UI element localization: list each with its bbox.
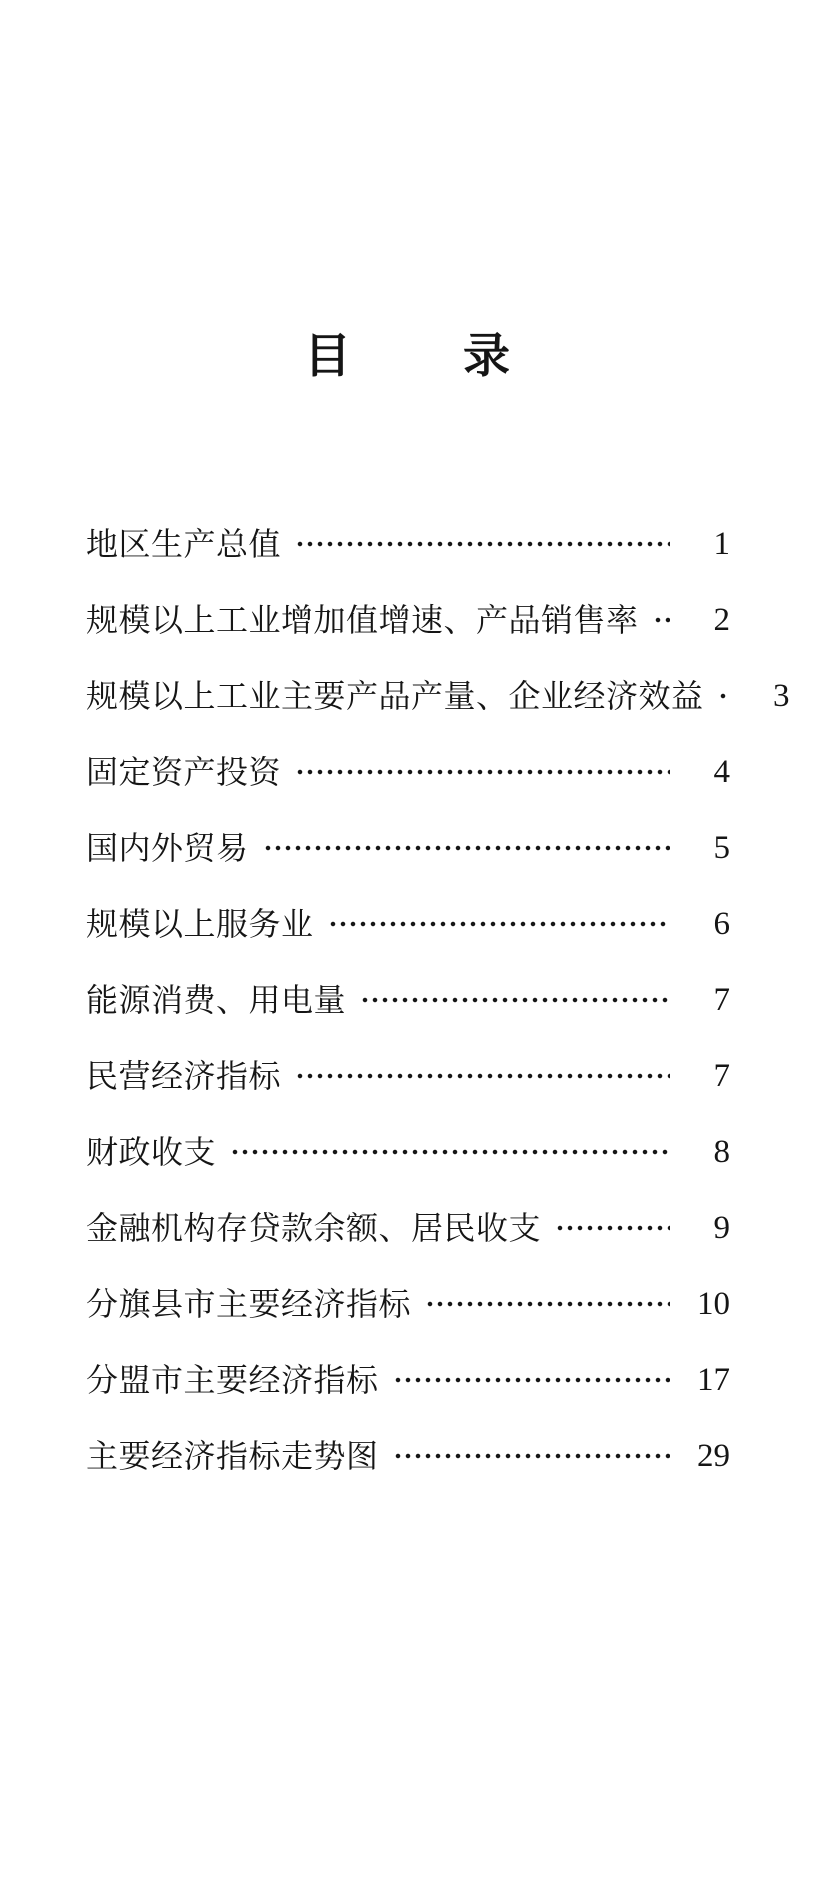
toc-entry xyxy=(86,1266,730,1342)
toc-page-number: 5 xyxy=(713,829,730,866)
toc-page-number: 3 xyxy=(773,677,790,714)
toc-entry xyxy=(86,886,730,962)
toc-entry-label: 金融机构存贷款余额、居民收支 xyxy=(86,1210,542,1246)
toc-page-number: 7 xyxy=(713,1057,730,1094)
toc-entry-label: 主要经济指标走势图 xyxy=(86,1438,379,1474)
dot-leader xyxy=(328,921,670,927)
toc-entry-label: 民营经济指标 xyxy=(86,1058,282,1094)
toc-entry xyxy=(86,962,730,1038)
toc-entry-label: 地区生产总值 xyxy=(86,526,282,562)
dot-leader xyxy=(393,1453,670,1459)
toc-entry xyxy=(86,810,730,886)
toc-entry-label: 分盟市主要经济指标 xyxy=(86,1362,379,1398)
toc-entry xyxy=(86,1190,730,1266)
toc-entry-label: 分旗县市主要经济指标 xyxy=(86,1286,412,1322)
toc-entry xyxy=(86,582,730,658)
toc-page-number: 29 xyxy=(697,1437,730,1474)
toc-page-number: 9 xyxy=(713,1209,730,1246)
dot-leader xyxy=(555,1225,670,1231)
toc-entry xyxy=(86,734,730,810)
toc-page-number: 2 xyxy=(713,601,730,638)
dot-leader xyxy=(295,541,670,547)
dot-leader xyxy=(295,1073,670,1079)
toc-page-number: 1 xyxy=(713,525,730,562)
toc-entry xyxy=(86,1114,730,1190)
page-content xyxy=(86,0,790,1494)
toc-entry xyxy=(86,1038,730,1114)
dot-leader xyxy=(360,997,670,1003)
toc-entry xyxy=(86,1342,730,1418)
dot-leader xyxy=(263,845,670,851)
toc-entry xyxy=(86,1418,730,1494)
dot-leader xyxy=(425,1301,670,1307)
toc-list xyxy=(86,506,790,1494)
toc-entry-label: 能源消费、用电量 xyxy=(86,982,347,1018)
toc-page-number: 6 xyxy=(713,905,730,942)
toc-entry xyxy=(86,658,790,734)
toc-entry-label: 规模以上工业主要产品产量、企业经济效益 xyxy=(86,678,704,714)
toc-page-number: 10 xyxy=(697,1285,730,1322)
toc-entry-label: 财政收支 xyxy=(86,1134,217,1170)
dot-leader xyxy=(230,1149,670,1155)
toc-entry xyxy=(86,506,730,582)
dot-leader xyxy=(718,693,730,699)
dot-leader xyxy=(653,617,670,623)
toc-page-number: 7 xyxy=(713,981,730,1018)
dot-leader xyxy=(393,1377,670,1383)
toc-entry-label: 固定资产投资 xyxy=(86,754,282,790)
toc-entry-label: 规模以上工业增加值增速、产品销售率 xyxy=(86,602,639,638)
page-title: 目 录 xyxy=(303,329,513,382)
dot-leader xyxy=(295,769,670,775)
toc-page-number: 8 xyxy=(713,1133,730,1170)
toc-entry-label: 国内外贸易 xyxy=(86,830,249,866)
toc-page-number: 17 xyxy=(697,1361,730,1398)
toc-page-number: 4 xyxy=(713,753,730,790)
toc-entry-label: 规模以上服务业 xyxy=(86,906,314,942)
